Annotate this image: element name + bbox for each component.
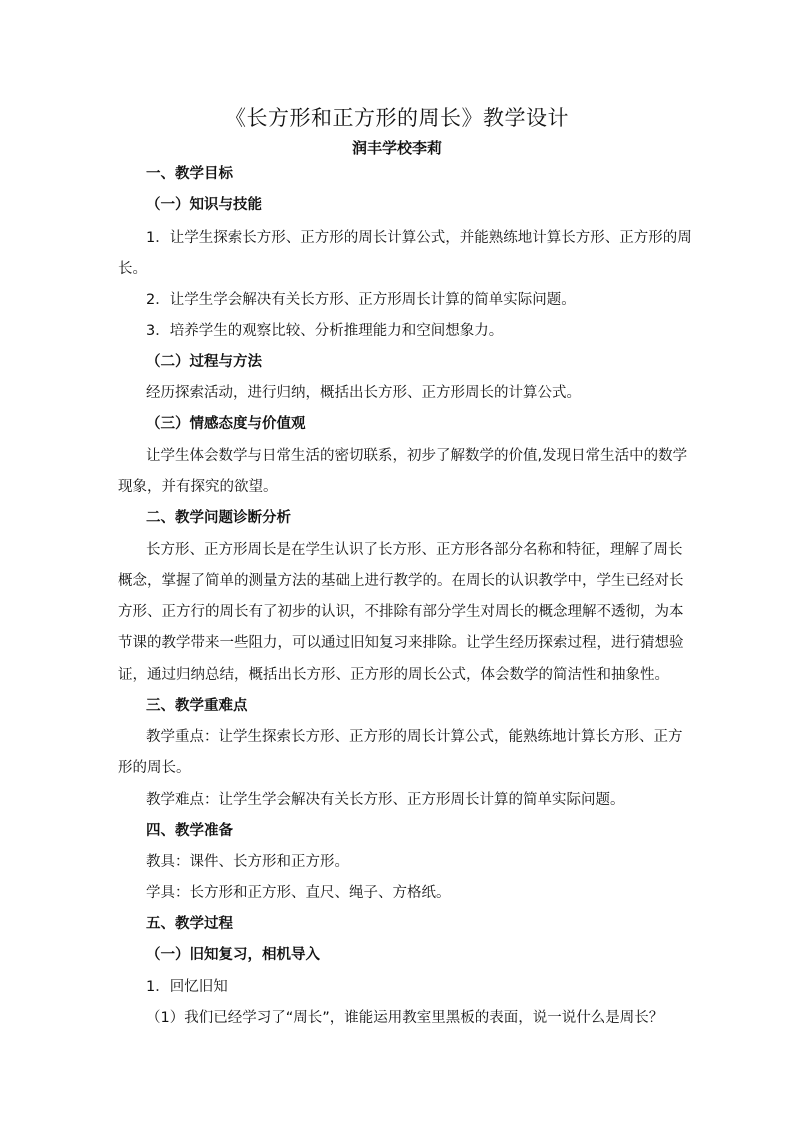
paragraph-line: 经历探索活动，进行归纳，概括出长方形、正方形周长的计算公式。	[146, 385, 581, 401]
paragraph-line: 概念，掌握了简单的测量方法的基础上进行教学的。在周长的认识教学中，学生已经对长	[118, 573, 684, 589]
document-title: 《长方形和正方形的周长》教学设计	[225, 106, 569, 130]
paragraph-line: 长。	[118, 261, 147, 277]
heading-teaching-preparation: 四、教学准备	[146, 823, 233, 839]
paragraph-line: 长方形、正方形周长是在学生认识了长方形、正方形各部分名称和特征，理解了周长	[146, 542, 683, 558]
subheading-emotion-values: （三）情感态度与价值观	[146, 416, 306, 432]
heading-teaching-objectives: 一、教学目标	[146, 166, 233, 182]
paragraph-line: 教学难点：让学生学会解决有关长方形、正方形周长计算的简单实际问题。	[146, 792, 625, 808]
heading-key-difficult-points: 三、教学重难点	[146, 698, 248, 714]
subheading-knowledge-skills: （一）知识与技能	[146, 197, 262, 213]
heading-teaching-process: 五、教学过程	[146, 916, 233, 932]
paragraph-line: 3．培养学生的观察比较、分析推理能力和空间想象力。	[146, 323, 504, 339]
paragraph-line: 现象，并有探究的欲望。	[118, 479, 278, 495]
paragraph-line: 形的周长。	[118, 760, 191, 776]
paragraph-line: （1）我们已经学习了“周长”，谁能运用教室里黑板的表面，说一说什么是周长？	[146, 1010, 664, 1026]
paragraph-line: 节课的教学带来一些阻力，可以通过旧知复习来排除。让学生经历探索过程，进行猜想验	[118, 635, 684, 651]
paragraph-line: 让学生体会数学与日常生活的密切联系，初步了解数学的价值,发现日常生活中的数学	[146, 448, 688, 464]
paragraph-line: 教学重点：让学生探索长方形、正方形的周长计算公式，能熟练地计算长方形、正方	[146, 729, 683, 745]
paragraph-line: 方形、正方行的周长有了初步的认识，不排除有部分学生对周长的概念理解不透彻，为本	[118, 604, 684, 620]
paragraph-line: 学具：长方形和正方形、直尺、绳子、方格纸。	[146, 885, 451, 901]
subheading-review-introduction: （一）旧知复习，相机导入	[146, 947, 320, 963]
paragraph-line: 1．回忆旧知	[146, 979, 228, 995]
paragraph-line: 2．让学生学会解决有关长方形、正方形周长计算的简单实际问题。	[146, 292, 576, 308]
document-author: 润丰学校李莉	[351, 139, 442, 157]
heading-problem-analysis: 二、教学问题诊断分析	[146, 510, 291, 526]
subheading-process-methods: （二）过程与方法	[146, 354, 262, 370]
paragraph-line: 教具：课件、长方形和正方形。	[146, 854, 349, 870]
paragraph-line: 证，通过归纳总结，概括出长方形、正方形的周长公式，体会数学的简洁性和抽象性。	[118, 667, 669, 683]
paragraph-line: 1．让学生探索长方形、正方形的周长计算公式，并能熟练地计算长方形、正方形的周	[146, 230, 692, 246]
